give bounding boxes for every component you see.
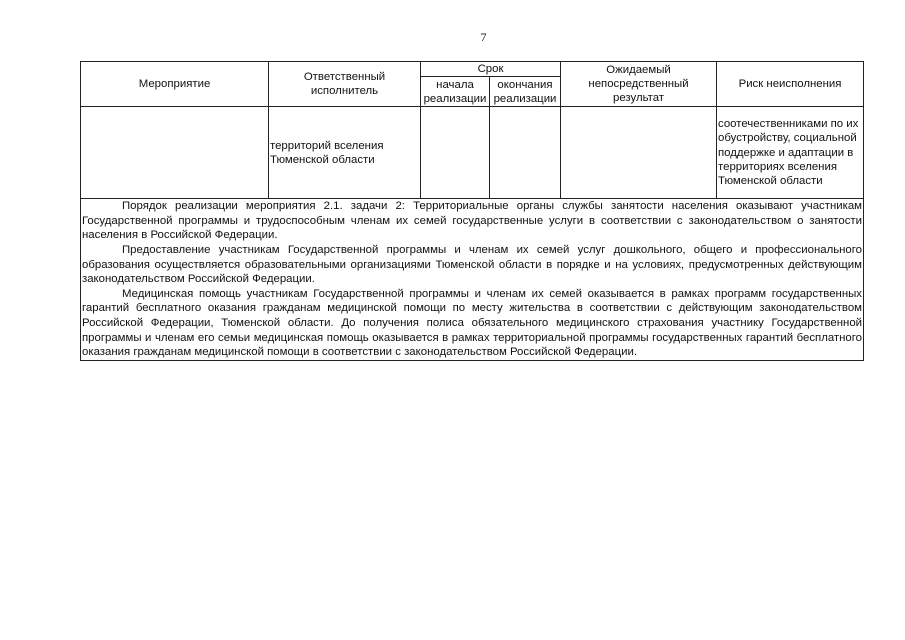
- cell-term-end: [490, 107, 561, 199]
- header-risk: Риск неисполнения: [717, 62, 864, 107]
- header-term-end: окончания реализации: [490, 77, 561, 107]
- activity-table: [80, 61, 864, 361]
- header-expected-result: Ожидаемый непосредственный результат: [561, 62, 717, 107]
- note-paragraph-education: Предоставление участникам Государственной программы и членам их семей услуг дошкольного, общего и профессионального образования осуществляется образовательными организациями Тюменской области в порядке и на условиях, предусмотренных действующим законодательством Российской Федерации.: [82, 243, 863, 286]
- header-term: Срок: [421, 62, 561, 77]
- cell-term-start: [421, 107, 490, 199]
- cell-risk: соотечественниками по их обустройству, социальной поддержке и адаптации в территориях вселения Тюменской области: [717, 107, 864, 199]
- header-term-start: начала реализации: [421, 77, 490, 107]
- header-responsible: Ответственный исполнитель: [269, 62, 421, 107]
- header-activity: Мероприятие: [81, 62, 269, 107]
- note-paragraph-employment: Порядок реализации мероприятия 2.1. задачи 2: Территориальные органы службы занятости населения оказывают участникам Государственной программы и трудоспособным членам их семей государственные услуги в соответствии с законодательством о занятости населения в Российской Федерации.: [82, 200, 863, 242]
- page-number: 7: [480, 30, 487, 44]
- cell-activity: [81, 107, 269, 199]
- cell-expected-result: [561, 107, 717, 199]
- note-paragraph-medical: Медицинская помощь участникам Государственной программы и членам их семей оказывается в рамках программ государственных гарантий бесплатного оказания гражданам медицинской помощи по месту жительства в соответствии с действующим законодательством Российской Федерации, Тюменской области. До получения полиса обязательного медицинского страхования участнику Государственной программы и членам его семьи медицинская помощь оказывается в рамках территориальной программы государственных гарантий бесплатного оказания гражданам медицинской помощи в соответствии с законодательством Российской Федерации.: [82, 287, 863, 359]
- cell-responsible: территорий вселения Тюменской области: [269, 107, 421, 199]
- implementation-notes: [81, 199, 864, 361]
